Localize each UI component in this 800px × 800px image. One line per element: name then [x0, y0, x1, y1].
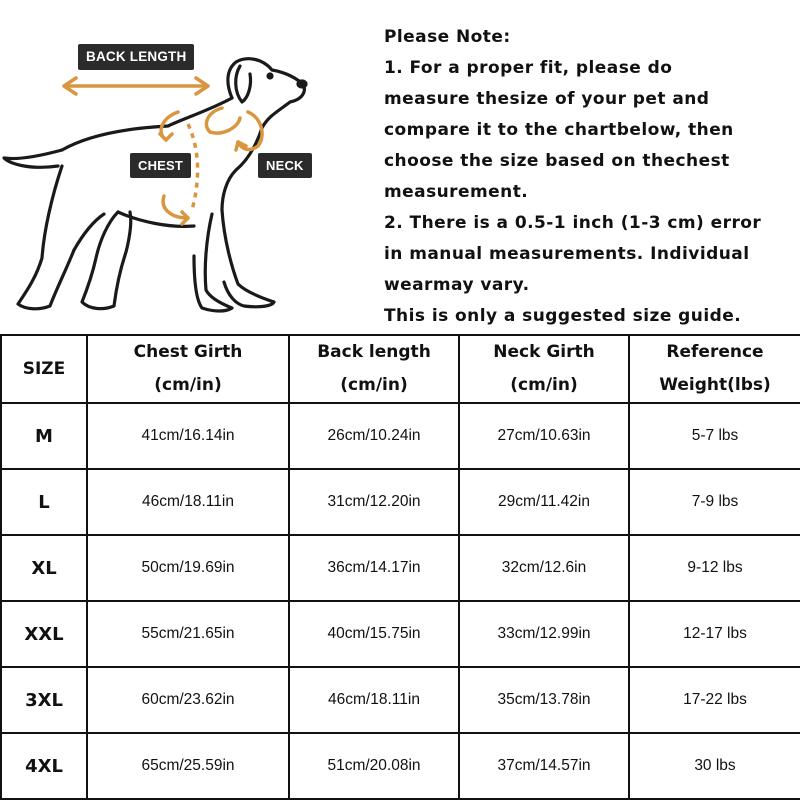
size-cell: XXL — [1, 601, 87, 667]
weight-cell: 30 lbs — [629, 733, 800, 799]
header-chest-girth: Chest Girth (cm/in) — [87, 335, 289, 403]
size-cell: 4XL — [1, 733, 87, 799]
table-row — [1, 667, 800, 733]
note-line: Please Note: — [384, 27, 511, 47]
size-cell: 3XL — [1, 667, 87, 733]
header-reference-weight: Reference Weight(lbs) — [629, 335, 800, 403]
chest-cell: 55cm/21.65in — [87, 601, 289, 667]
please-note-text — [384, 22, 798, 332]
neck-label: NECK — [258, 153, 312, 178]
table-row — [1, 733, 800, 799]
neck-cell: 29cm/11.42in — [459, 469, 629, 535]
table-header-row — [1, 335, 800, 403]
chest-label: CHEST — [130, 153, 191, 178]
note-line: measure thesize of your pet and — [384, 89, 710, 109]
chest-cell: 60cm/23.62in — [87, 667, 289, 733]
weight-cell: 5-7 lbs — [629, 403, 800, 469]
chest-cell: 50cm/19.69in — [87, 535, 289, 601]
header-size: SIZE — [1, 335, 87, 403]
chest-cell: 65cm/25.59in — [87, 733, 289, 799]
neck-cell: 37cm/14.57in — [459, 733, 629, 799]
neck-cell: 27cm/10.63in — [459, 403, 629, 469]
table-row — [1, 469, 800, 535]
neck-cell: 32cm/12.6in — [459, 535, 629, 601]
back-cell: 31cm/12.20in — [289, 469, 459, 535]
weight-cell: 7-9 lbs — [629, 469, 800, 535]
weight-cell: 9-12 lbs — [629, 535, 800, 601]
table-row — [1, 601, 800, 667]
note-line: measurement. — [384, 182, 529, 202]
weight-cell: 17-22 lbs — [629, 667, 800, 733]
note-line: 2. There is a 0.5-1 inch (1-3 cm) error — [384, 213, 762, 233]
table-row — [1, 535, 800, 601]
table-row — [1, 403, 800, 469]
note-line: compare it to the chartbelow, then — [384, 120, 734, 140]
neck-cell: 33cm/12.99in — [459, 601, 629, 667]
note-line: wearmay vary. — [384, 275, 530, 295]
note-line: 1. For a proper fit, please do — [384, 58, 673, 78]
note-line: This is only a suggested size guide. — [384, 306, 742, 326]
chest-cell: 46cm/18.11in — [87, 469, 289, 535]
dog-measurement-illustration — [0, 0, 380, 330]
back-cell: 46cm/18.11in — [289, 667, 459, 733]
weight-cell: 12-17 lbs — [629, 601, 800, 667]
size-cell: L — [1, 469, 87, 535]
back-cell: 51cm/20.08in — [289, 733, 459, 799]
back-length-label: BACK LENGTH — [78, 44, 194, 70]
header-neck-girth: Neck Girth (cm/in) — [459, 335, 629, 403]
back-cell: 26cm/10.24in — [289, 403, 459, 469]
size-cell: M — [1, 403, 87, 469]
size-chart-table — [0, 334, 800, 800]
size-cell: XL — [1, 535, 87, 601]
neck-cell: 35cm/13.78in — [459, 667, 629, 733]
chest-cell: 41cm/16.14in — [87, 403, 289, 469]
note-line: in manual measurements. Individual — [384, 244, 750, 264]
back-cell: 36cm/14.17in — [289, 535, 459, 601]
note-line: choose the size based on thechest — [384, 151, 730, 171]
back-cell: 40cm/15.75in — [289, 601, 459, 667]
header-back-length: Back length (cm/in) — [289, 335, 459, 403]
